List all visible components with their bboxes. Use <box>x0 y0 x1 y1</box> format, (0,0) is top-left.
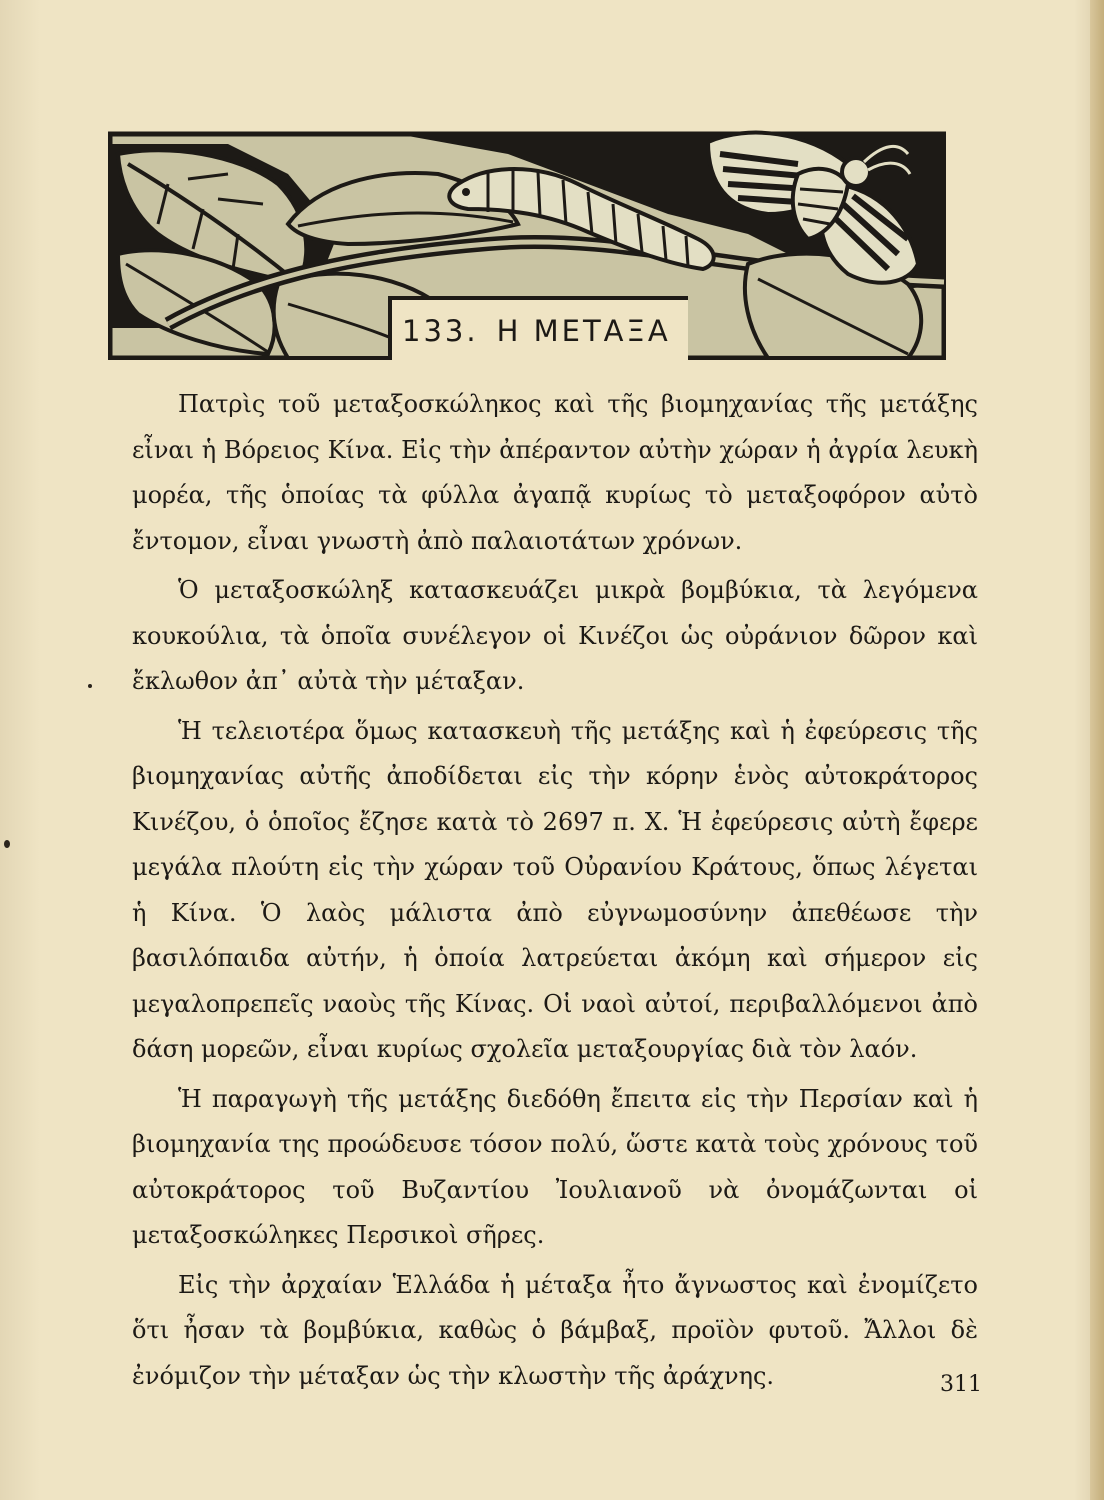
ink-speck <box>4 840 10 848</box>
chapter-title-text: Η ΜΕΤΑΞΑ <box>496 314 671 348</box>
paragraph-5: Εἰς τὴν ἀρχαίαν Ἑλλάδα ἡ μέταξα ἦτο ἄγνωστος καὶ ἐνομίζετο ὅτι ἦσαν τὰ βομβύκια, καθὼς ὁ βάμβαξ, προϊὸν φυτοῦ. Ἄλλοι δὲ ἐνόμιζον τὴν μέταξαν ὡς τὴν κλωστὴν τῆς ἀράχνης. <box>132 1270 978 1390</box>
chapter-body <box>132 382 978 1399</box>
page-number: 311 <box>940 1372 982 1397</box>
chapter-header-illustration <box>108 114 946 360</box>
paragraph-3: Ἡ τελειοτέρα ὅμως κατασκευὴ τῆς μετάξης καὶ ἡ ἐφεύρεσις τῆς βιομηχανίας αὐτῆς ἀποδίδεται εἰς τὴν κόρην ἑνὸς αὐτοκράτορος Κινέζου, ὁ ὁποῖος ἔζησε κατὰ τὸ 2697 π. Χ. Ἡ ἐφεύρεσις αὐτὴ ἔφερε μεγάλα πλούτη εἰς τὴν χώραν τοῦ Οὐρανίου Κράτους, ὅπως λέγεται ἡ Κίνα. Ὁ λαὸς μάλιστα ἀπὸ εὐγνωμοσύνην ἀπεθέωσε τὴν βασιλόπαιδα αὐτήν, ἡ ὁποία λατρεύεται ἀκόμη καὶ σήμερον εἰς μεγαλοπρεπεῖς ναοὺς τῆς Κίνας. Οἱ ναοὶ αὐτοί, περιβαλλόμενοι ἀπὸ δάση μορεῶν, εἶναι κυρίως σχολεῖα μεταξουργίας διὰ τὸν λαόν. <box>132 716 978 1063</box>
paragraph-1: Πατρὶς τοῦ μεταξοσκώληκος καὶ τῆς βιομηχανίας τῆς μετάξης εἶναι ἡ Βόρειος Κίνα. Εἰς τὴν ἀπέραντον αὐτὴν χώραν ἡ ἀγρία λευκὴ μορέα, τῆς ὁποίας τὰ φύλλα ἀγαπᾷ κυρίως τὸ μεταξοφόρον αὐτὸ ἔντομον, εἶναι γνωστὴ ἀπὸ παλαιοτάτων χρόνων. <box>132 390 978 555</box>
page-edge <box>1090 0 1104 1500</box>
paragraph-4: Ἡ παραγωγὴ τῆς μετάξης διεδόθη ἔπειτα εἰς τὴν Περσίαν καὶ ἡ βιομηχανία της προώδευσε τόσον πολύ, ὥστε κατὰ τοὺς χρόνους τοῦ αὐτοκράτορος τοῦ Βυζαντίου Ἰουλιανοῦ νὰ ὀνομάζωνται οἱ μεταξοσκώληκες Περσικοὶ σῆρες. <box>132 1084 978 1249</box>
chapter-number: 133. <box>402 314 479 348</box>
ink-speck <box>88 684 92 688</box>
paragraph-2: Ὁ μεταξοσκώληξ κατασκευάζει μικρὰ βομβύκια, τὰ λεγόμενα κουκούλια, τὰ ὁποῖα συνέλεγον οἱ Κινέζοι ὡς οὐράνιον δῶρον καὶ ἔκλωθον ἀπ᾿ αὐτὰ τὴν μέταξαν. <box>132 576 978 695</box>
chapter-title <box>388 296 688 360</box>
